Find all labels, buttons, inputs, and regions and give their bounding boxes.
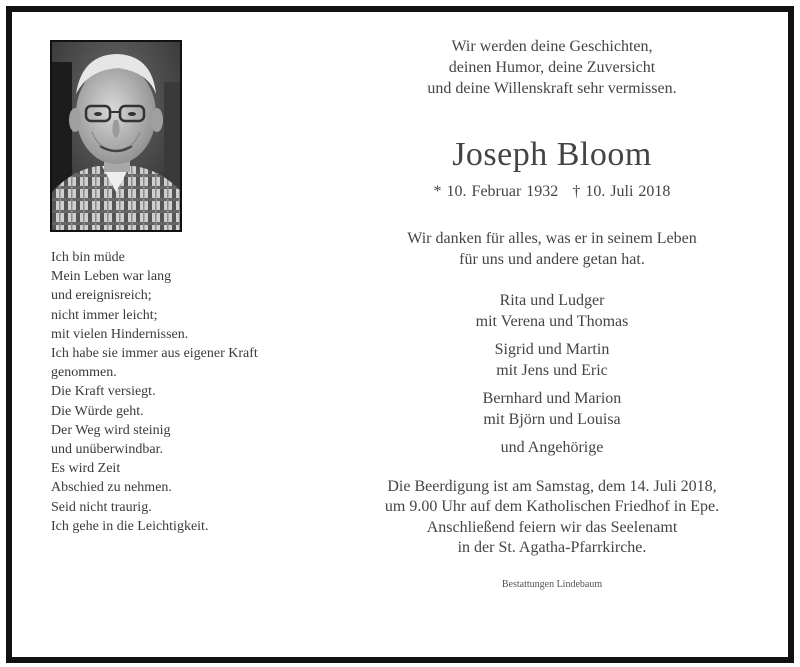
funeral-line: Anschließend feiern wir das Seelenamt [426, 518, 678, 536]
poem-line: mit vielen Hindernissen. [51, 326, 189, 342]
quote-line: Wir werden deine Geschichten, [451, 38, 653, 55]
poem-line: Ich bin müde [51, 250, 125, 265]
family-group [352, 291, 752, 332]
poem-line: Seid nicht traurig. [51, 499, 152, 515]
deceased-name: Joseph Bloom [452, 136, 652, 173]
family-group [352, 340, 752, 381]
poem-line: Die Kraft versiegt. [51, 384, 156, 400]
family-children: mit Jens und Eric [496, 361, 608, 379]
poem [51, 248, 311, 536]
poem-line: genommen. [51, 365, 117, 381]
funeral-details [352, 477, 752, 559]
thanks-text [352, 228, 752, 270]
poem-line: Abschied zu nehmen. [51, 480, 172, 496]
poem-line: Ich gehe in die Leichtigkeit. [51, 518, 209, 534]
undertaker-credit: Bestattungen Lindebaum [501, 578, 603, 590]
quote-line: deinen Humor, deine Zuversicht [448, 59, 656, 76]
birth-date: * 10. Februar 1932 [433, 183, 559, 200]
funeral-line: um 9.00 Uhr auf dem Katholischen Friedhof in Epe. [384, 498, 720, 515]
thanks-line: für uns und andere getan hat. [459, 251, 645, 268]
poem-line: Die Würde geht. [51, 403, 144, 419]
funeral-line: in der St. Agatha-Pfarrkirche. [457, 539, 647, 556]
poem-line: Mein Leben war lang [51, 269, 172, 285]
family-parents: Rita und Ludger [499, 292, 605, 309]
obituary-text [352, 36, 752, 590]
life-dates [352, 182, 752, 202]
death-date: † 10. Juli 2018 [572, 183, 671, 200]
funeral-line: Die Beerdigung ist am Samstag, dem 14. Juli 2018, [387, 477, 717, 495]
relatives: und Angehörige [500, 439, 604, 456]
portrait-photo [50, 40, 182, 232]
portrait-image [52, 42, 180, 230]
poem-line: und ereignisreich; [51, 288, 152, 304]
obituary-frame [6, 6, 794, 663]
family-parents: Sigrid und Martin [494, 341, 610, 358]
poem-line: Der Weg wird steinig [51, 422, 171, 438]
family-children: mit Björn und Louisa [483, 410, 621, 428]
poem-line: Ich habe sie immer aus eigener Kraft [51, 346, 258, 362]
mourners-list [352, 291, 752, 459]
poem-line: Es wird Zeit [51, 461, 121, 477]
quote-line: und deine Willenskraft sehr vermissen. [427, 80, 677, 97]
poem-line: nicht immer leicht; [51, 307, 158, 323]
family-parents: Bernhard und Marion [482, 390, 622, 407]
thanks-line: Wir danken für alles, was er in seinem Leben [407, 230, 697, 247]
family-children: mit Verena und Thomas [475, 312, 629, 330]
family-group [352, 389, 752, 430]
poem-line: und unüberwindbar. [51, 442, 163, 458]
memorial-quote [352, 36, 752, 99]
